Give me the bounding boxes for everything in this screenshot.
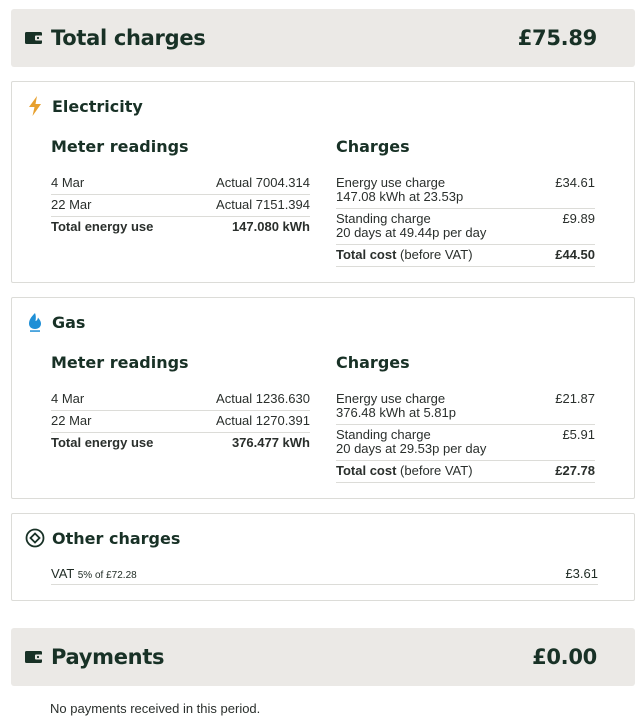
total-cost-suffix: (before VAT) (396, 463, 473, 478)
charge-amount: £21.87 (555, 391, 595, 406)
meter-readings-heading: Meter readings (51, 353, 189, 372)
total-energy-label: Total energy use (51, 435, 154, 450)
total-energy-value: 147.080 kWh (231, 219, 310, 234)
other-charges-title: Other charges (52, 528, 181, 548)
gas-header (25, 312, 85, 332)
electricity-charges (336, 137, 595, 267)
reading-date: 4 Mar (51, 175, 85, 190)
charge-description (336, 212, 486, 240)
total-energy-label: Total energy use (51, 219, 154, 234)
meter-reading-row (51, 411, 310, 433)
charge-amount: £34.61 (555, 175, 595, 190)
total-cost-row (336, 461, 595, 483)
circle-diamond-icon (25, 528, 45, 548)
electricity-card (11, 81, 635, 283)
total-cost-suffix: (before VAT) (396, 247, 473, 262)
charge-label: Standing charge (336, 427, 431, 442)
payments-amount: £0.00 (532, 645, 597, 669)
charge-detail: 20 days at 29.53p per day (336, 441, 487, 456)
meter-reading-row (51, 195, 310, 217)
total-energy-use-row (51, 217, 310, 238)
charge-detail: 147.08 kWh at 23.53p (336, 189, 464, 204)
charge-row (336, 209, 595, 245)
charge-detail: 376.48 kWh at 5.81p (336, 405, 456, 420)
payments-note: No payments received in this period. (50, 701, 261, 716)
charge-amount: £9.89 (562, 211, 595, 226)
lightning-bolt-icon (25, 96, 45, 116)
meter-reading-row (51, 389, 310, 411)
reading-date: 4 Mar (51, 391, 85, 406)
reading-value: Actual 7004.314 (216, 175, 310, 190)
total-cost-title: Total cost (336, 247, 397, 262)
charge-label: Energy use charge (336, 175, 446, 190)
total-cost-title: Total cost (336, 463, 397, 478)
wallet-icon (25, 29, 47, 47)
gas-charges (336, 353, 595, 483)
total-cost-amount: £27.78 (555, 463, 595, 478)
total-cost-row (336, 245, 595, 267)
meter-readings-heading: Meter readings (51, 137, 189, 156)
charge-row (336, 425, 595, 461)
reading-value: Actual 1270.391 (216, 413, 310, 428)
reading-date: 22 Mar (51, 197, 92, 212)
electricity-title: Electricity (52, 96, 143, 116)
charge-detail: 20 days at 49.44p per day (336, 225, 487, 240)
reading-date: 22 Mar (51, 413, 92, 428)
charges-heading: Charges (336, 137, 410, 156)
total-cost-amount: £44.50 (555, 247, 595, 262)
wallet-icon (25, 648, 47, 666)
total-cost-label (336, 248, 473, 262)
charges-heading: Charges (336, 353, 410, 372)
vat-detail: 5% of £72.28 (77, 570, 137, 581)
charge-amount: £5.91 (562, 427, 595, 442)
charge-description (336, 392, 456, 420)
gas-meter-readings (51, 353, 310, 454)
reading-value: Actual 1236.630 (216, 391, 310, 406)
total-cost-label (336, 464, 473, 478)
other-charges-header (25, 528, 180, 548)
flame-icon (25, 312, 45, 332)
charge-label: Energy use charge (336, 391, 446, 406)
total-charges-title: Total charges (51, 26, 206, 50)
payments-header (11, 628, 635, 686)
total-energy-value: 376.477 kWh (231, 435, 310, 450)
electricity-meter-readings (51, 137, 310, 238)
total-energy-use-row (51, 433, 310, 454)
vat-amount: £3.61 (565, 566, 598, 581)
electricity-header (25, 96, 143, 116)
total-charges-amount: £75.89 (517, 26, 597, 50)
total-charges-header (11, 9, 635, 67)
charge-row (336, 173, 595, 209)
charge-row (336, 389, 595, 425)
gas-title: Gas (52, 312, 86, 332)
reading-value: Actual 7151.394 (216, 197, 310, 212)
meter-reading-row (51, 173, 310, 195)
charge-description (336, 176, 463, 204)
payments-title: Payments (51, 645, 165, 669)
other-charges-card (11, 513, 635, 601)
vat-description (51, 566, 137, 581)
vat-label: VAT (51, 566, 75, 581)
charge-label: Standing charge (336, 211, 431, 226)
gas-card (11, 297, 635, 499)
vat-row (51, 566, 598, 585)
charge-description (336, 428, 486, 456)
